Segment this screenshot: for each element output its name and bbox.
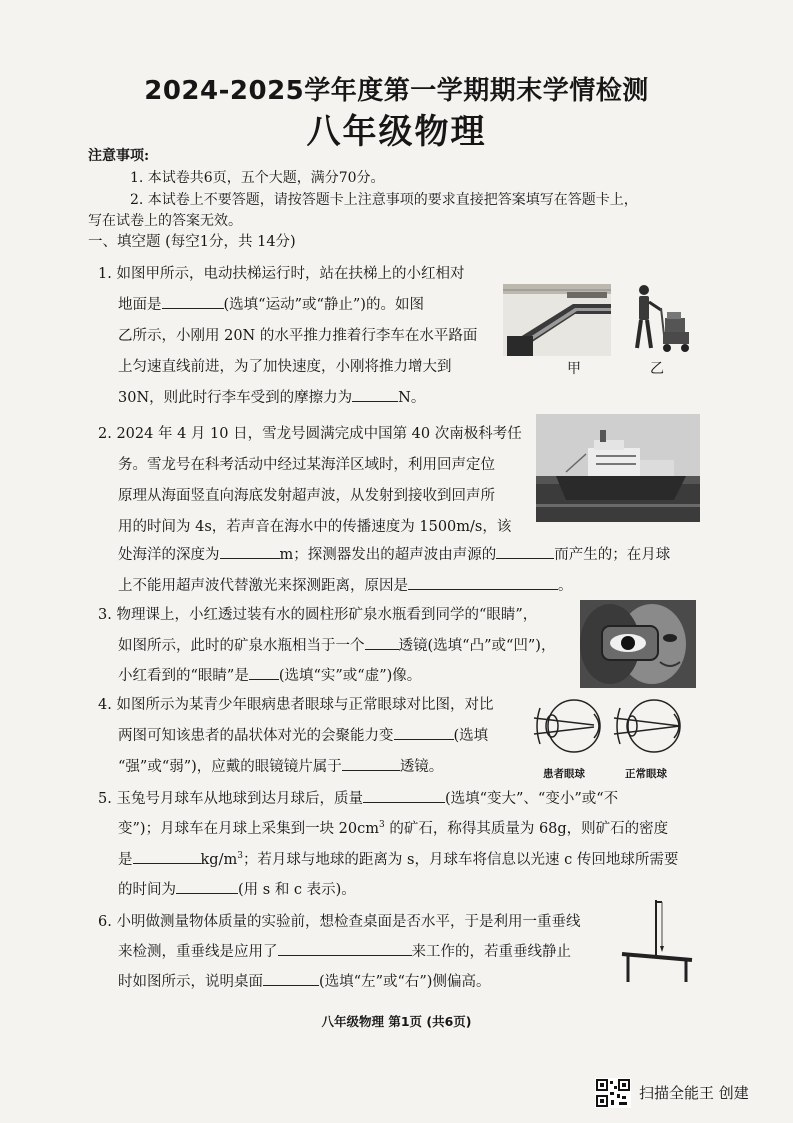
scanner-watermark	[595, 1078, 785, 1108]
qr-code-icon	[595, 1078, 631, 1108]
q1-line-3: 乙所示，小刚用 20N 的水平推力推着行李车在水平路面	[118, 328, 478, 344]
q3-text: 透镜(选填“凸”或“凹”)，	[398, 638, 556, 654]
q6-text: 时如图所示，说明桌面	[118, 974, 263, 990]
water-bottle-eye-photo	[580, 600, 696, 688]
notes-item-3: 写在试卷上的答案无效。	[88, 213, 242, 229]
q1-text: 30N，则此时行李车受到的摩擦力为	[118, 390, 353, 406]
q6-text: 来检测，重垂线是应用了	[118, 944, 278, 960]
q5-text: 是	[118, 852, 133, 868]
q5-text: 的矿石，称得其质量为 68g，则矿石的密度	[384, 821, 669, 837]
q1-line-5	[118, 386, 425, 407]
q4-text: 透镜。	[399, 759, 444, 775]
q2-blank-2	[496, 544, 554, 559]
q4-line-2	[118, 724, 488, 745]
q2-text: 。	[558, 578, 573, 594]
escalator-photo	[503, 284, 611, 356]
q5-text: 5. 玉兔号月球车从地球到达月球后，质量	[98, 791, 363, 807]
plumb-line-diagram	[620, 898, 696, 984]
q6-line-2	[118, 940, 571, 961]
q6-blank-2	[263, 971, 319, 986]
q5-line-2	[118, 817, 668, 838]
q5-blank-2	[133, 849, 201, 864]
q3-text: 如图所示，此时的矿泉水瓶相当于一个	[118, 638, 365, 654]
eye-caption-patient: 患者眼球	[543, 768, 585, 780]
q3-text: 小红看到的“眼睛”是	[118, 668, 249, 684]
q2-line-1: 2. 2024 年 4 月 10 日，雪龙号圆满完成中国第 40 次南极科考任	[98, 426, 522, 442]
q2-line-3: 原理从海面竖直向海底发射超声波，从发射到接收到回声所	[118, 488, 495, 504]
q2-blank-3	[408, 575, 558, 590]
q5-text: 变”)；月球车在月球上采集到一块 20cm	[118, 821, 379, 837]
q3-text: (选填“实”或“虚”)像。	[278, 668, 422, 684]
q2-text: m；探测器发出的超声波由声源的	[279, 547, 497, 563]
q6-line-1: 6. 小明做测量物体质量的实验前，想检查桌面是否水平，于是利用一重垂线	[98, 914, 581, 930]
q4-line-1: 4. 如图所示为某青少年眼病患者眼球与正常眼球对比图，对比	[98, 697, 494, 713]
q4-text: 两图可知该患者的晶状体对光的会聚能力变	[118, 728, 394, 744]
figure-caption-jia: 甲	[567, 361, 581, 377]
q3-line-2	[118, 634, 555, 655]
q2-line-2: 务。雪龙号在科考活动中经过某海洋区域时，利用回声定位	[118, 457, 495, 473]
q6-text: 来工作的，若重垂线静止	[411, 944, 571, 960]
q5-line-3	[118, 848, 678, 869]
q4-line-3	[118, 755, 443, 776]
exam-title: 2024-2025学年度第一学期期末学情检测	[144, 76, 649, 106]
q1-line-2	[118, 293, 424, 314]
q5-line-1	[98, 787, 618, 808]
q2-text: 而产生的；在月球	[554, 547, 671, 563]
q2-blank-1	[220, 544, 280, 559]
q2-text: 处海洋的深度为	[118, 547, 220, 563]
q6-line-3	[118, 970, 490, 991]
q5-text: (用 s 和 c 表示)。	[238, 882, 356, 898]
q4-blank-2	[342, 756, 400, 771]
q5-superscript: 3	[237, 851, 243, 862]
q1-blank-1	[162, 294, 224, 309]
notes-item-1: 1. 本试卷共6页，五个大题，满分70分。	[130, 170, 385, 186]
figure-caption-yi: 乙	[650, 361, 664, 377]
icebreaker-ship-photo	[536, 414, 700, 522]
q5-text: ；若月球与地球的距离为 s，月球车将信息以光速 c 传回地球所需要	[242, 852, 679, 868]
q1-text: (选填“运动”或“静止”)的。如图	[223, 297, 424, 313]
q2-text: 上不能用超声波代替激光来探测距离，原因是	[118, 578, 408, 594]
eyeball-diagram	[530, 694, 706, 758]
q3-line-3	[118, 664, 421, 685]
q3-blank-1	[365, 635, 399, 650]
q5-text: 的时间为	[118, 882, 176, 898]
watermark-text: 扫描全能王 创建	[639, 1084, 749, 1102]
q3-blank-2	[249, 665, 279, 680]
q5-blank-1	[363, 788, 445, 803]
q1-blank-2	[352, 387, 398, 402]
q5-blank-3	[176, 879, 238, 894]
q4-text: (选填	[453, 728, 489, 744]
section-title: 一、填空题 (每空1分，共 14分)	[88, 234, 296, 250]
q2-line-4: 用的时间为 4s，若声音在海水中的传播速度为 1500m/s，该	[118, 519, 512, 535]
q2-line-5	[118, 543, 670, 564]
q1-line-1: 1. 如图甲所示，电动扶梯运行时，站在扶梯上的小红相对	[98, 266, 465, 282]
q6-blank-1	[278, 941, 412, 956]
notes-heading: 注意事项:	[88, 148, 150, 164]
q3-line-1: 3. 物理课上，小红透过装有水的圆柱形矿泉水瓶看到同学的“眼睛”，	[98, 607, 538, 623]
luggage-cart-photo	[625, 282, 695, 356]
q1-text: N。	[398, 390, 426, 406]
page-footer: 八年级物理 第1页 (共6页)	[321, 1014, 472, 1029]
q4-blank-1	[394, 725, 454, 740]
q5-text: kg/m	[200, 852, 238, 868]
notes-item-2: 2. 本试卷上不要答题，请按答题卡上注意事项的要求直接把答案填写在答题卡上，	[130, 192, 638, 208]
q5-superscript: 3	[379, 820, 385, 831]
q5-line-4	[118, 878, 356, 899]
q4-text: “强”或“弱”)，应戴的眼镜镜片属于	[118, 759, 342, 775]
eye-caption-normal: 正常眼球	[625, 768, 667, 780]
q6-text: (选填“左”或“右”)侧偏高。	[319, 974, 491, 990]
q1-line-4: 上匀速直线前进，为了加快速度，小刚将推力增大到	[118, 359, 452, 375]
q1-text: 地面是	[118, 297, 162, 313]
q5-text: (选填“变大”、“变小”或“不	[444, 791, 619, 807]
q2-line-6	[118, 574, 573, 595]
exam-subject: 八年级物理	[306, 112, 487, 152]
